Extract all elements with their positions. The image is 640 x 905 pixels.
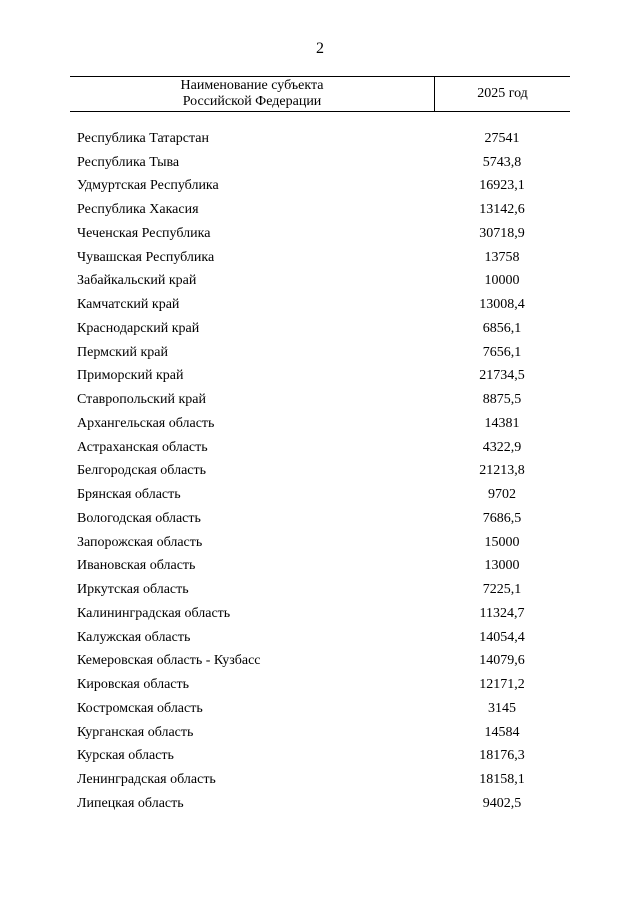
region-name-cell: Республика Тыва [77,154,180,170]
region-name-cell: Забайкальский край [77,273,197,289]
value-2025-cell: 21213,8 [479,463,525,479]
page-number: 2 [316,40,324,57]
table-row [70,578,570,602]
region-name-cell: Кемеровская область - Кузбасс [77,653,261,669]
table-row [70,650,570,674]
region-name-cell: Пермский край [77,344,168,360]
table-row [70,151,570,175]
region-name-cell: Курганская область [77,724,194,740]
table-row [70,175,570,199]
value-2025-cell: 7656,1 [482,344,522,360]
table-row [70,697,570,721]
header-region-name [70,77,435,111]
table-row [70,412,570,436]
region-name-cell: Астраханская область [77,439,208,455]
value-2025-cell: 30718,9 [479,225,525,241]
region-name-cell: Ставропольский край [77,392,206,408]
table-row [70,341,570,365]
table-row [70,507,570,531]
table-row [70,436,570,460]
table-row [70,531,570,555]
table-row [70,246,570,270]
value-2025-cell: 6856,1 [482,320,522,336]
value-2025-cell: 8875,5 [482,392,522,408]
value-2025-cell: 3145 [488,700,516,716]
table-row [70,768,570,792]
value-2025-cell: 13142,6 [479,202,525,218]
table-row [70,317,570,341]
header-region-name-line2: Российской Федерации [182,94,322,109]
value-2025-cell: 10000 [484,273,520,289]
region-name-cell: Иркутская область [77,582,189,598]
table-row [70,555,570,579]
value-2025-cell: 9702 [488,487,516,503]
value-2025-cell: 11324,7 [479,605,525,621]
value-2025-cell: 14584 [484,724,520,740]
table-body [70,127,570,816]
value-2025-cell: 7686,5 [482,510,522,526]
value-2025-cell: 7225,1 [482,582,522,598]
region-name-cell: Калужская область [77,629,191,645]
value-2025-cell: 18176,3 [479,748,525,764]
region-name-cell: Брянская область [77,487,181,503]
region-name-cell: Ленинградская область [77,772,216,788]
region-name-cell: Вологодская область [77,510,201,526]
table-row [70,460,570,484]
region-name-cell: Удмуртская Республика [77,178,219,194]
value-2025-cell: 18158,1 [479,772,525,788]
table-row [70,792,570,816]
table-header [70,76,570,112]
value-2025-cell: 14054,4 [479,629,525,645]
table-row [70,365,570,389]
region-name-cell: Ивановская область [77,558,196,574]
value-2025-cell: 16923,1 [479,178,525,194]
table-row [70,127,570,151]
table-row [70,721,570,745]
region-name-cell: Республика Хакасия [77,202,199,218]
region-name-cell: Липецкая область [77,795,184,811]
region-name-cell: Костромская область [77,700,203,716]
region-name-cell: Краснодарский край [77,320,200,336]
header-region-name-line1: Наименование субъекта [180,78,324,93]
region-name-cell: Запорожская область [77,534,203,550]
region-name-cell: Чувашская Республика [77,249,215,265]
value-2025-cell: 21734,5 [479,368,525,384]
table-row [70,293,570,317]
region-name-cell: Курская область [77,748,174,764]
value-2025-cell: 27541 [484,130,520,146]
value-2025-cell: 12171,2 [479,677,525,693]
table-row [70,222,570,246]
value-2025-cell: 9402,5 [482,795,522,811]
table-row [70,483,570,507]
value-2025-cell: 15000 [484,534,520,550]
value-2025-cell: 4322,9 [482,439,522,455]
value-2025-cell: 13758 [484,249,520,265]
value-2025-cell: 14079,6 [479,653,525,669]
region-name-cell: Приморский край [77,368,184,384]
table-row [70,673,570,697]
value-2025-cell: 13000 [484,558,520,574]
region-name-cell: Камчатский край [77,297,180,313]
region-name-cell: Республика Татарстан [77,130,210,146]
table-row [70,602,570,626]
header-year: 2025 год [477,86,528,101]
region-name-cell: Калининградская область [77,605,231,621]
table-row [70,270,570,294]
region-name-cell: Кировская область [77,677,190,693]
value-2025-cell: 5743,8 [482,154,522,170]
table-row [70,626,570,650]
table-row [70,388,570,412]
region-name-cell: Белгородская область [77,463,207,479]
value-2025-cell: 14381 [484,415,520,431]
value-2025-cell: 13008,4 [479,297,525,313]
table-row [70,745,570,769]
region-name-cell: Архангельская область [77,415,215,431]
region-name-cell: Чеченская Республика [77,225,211,241]
table-row [70,198,570,222]
